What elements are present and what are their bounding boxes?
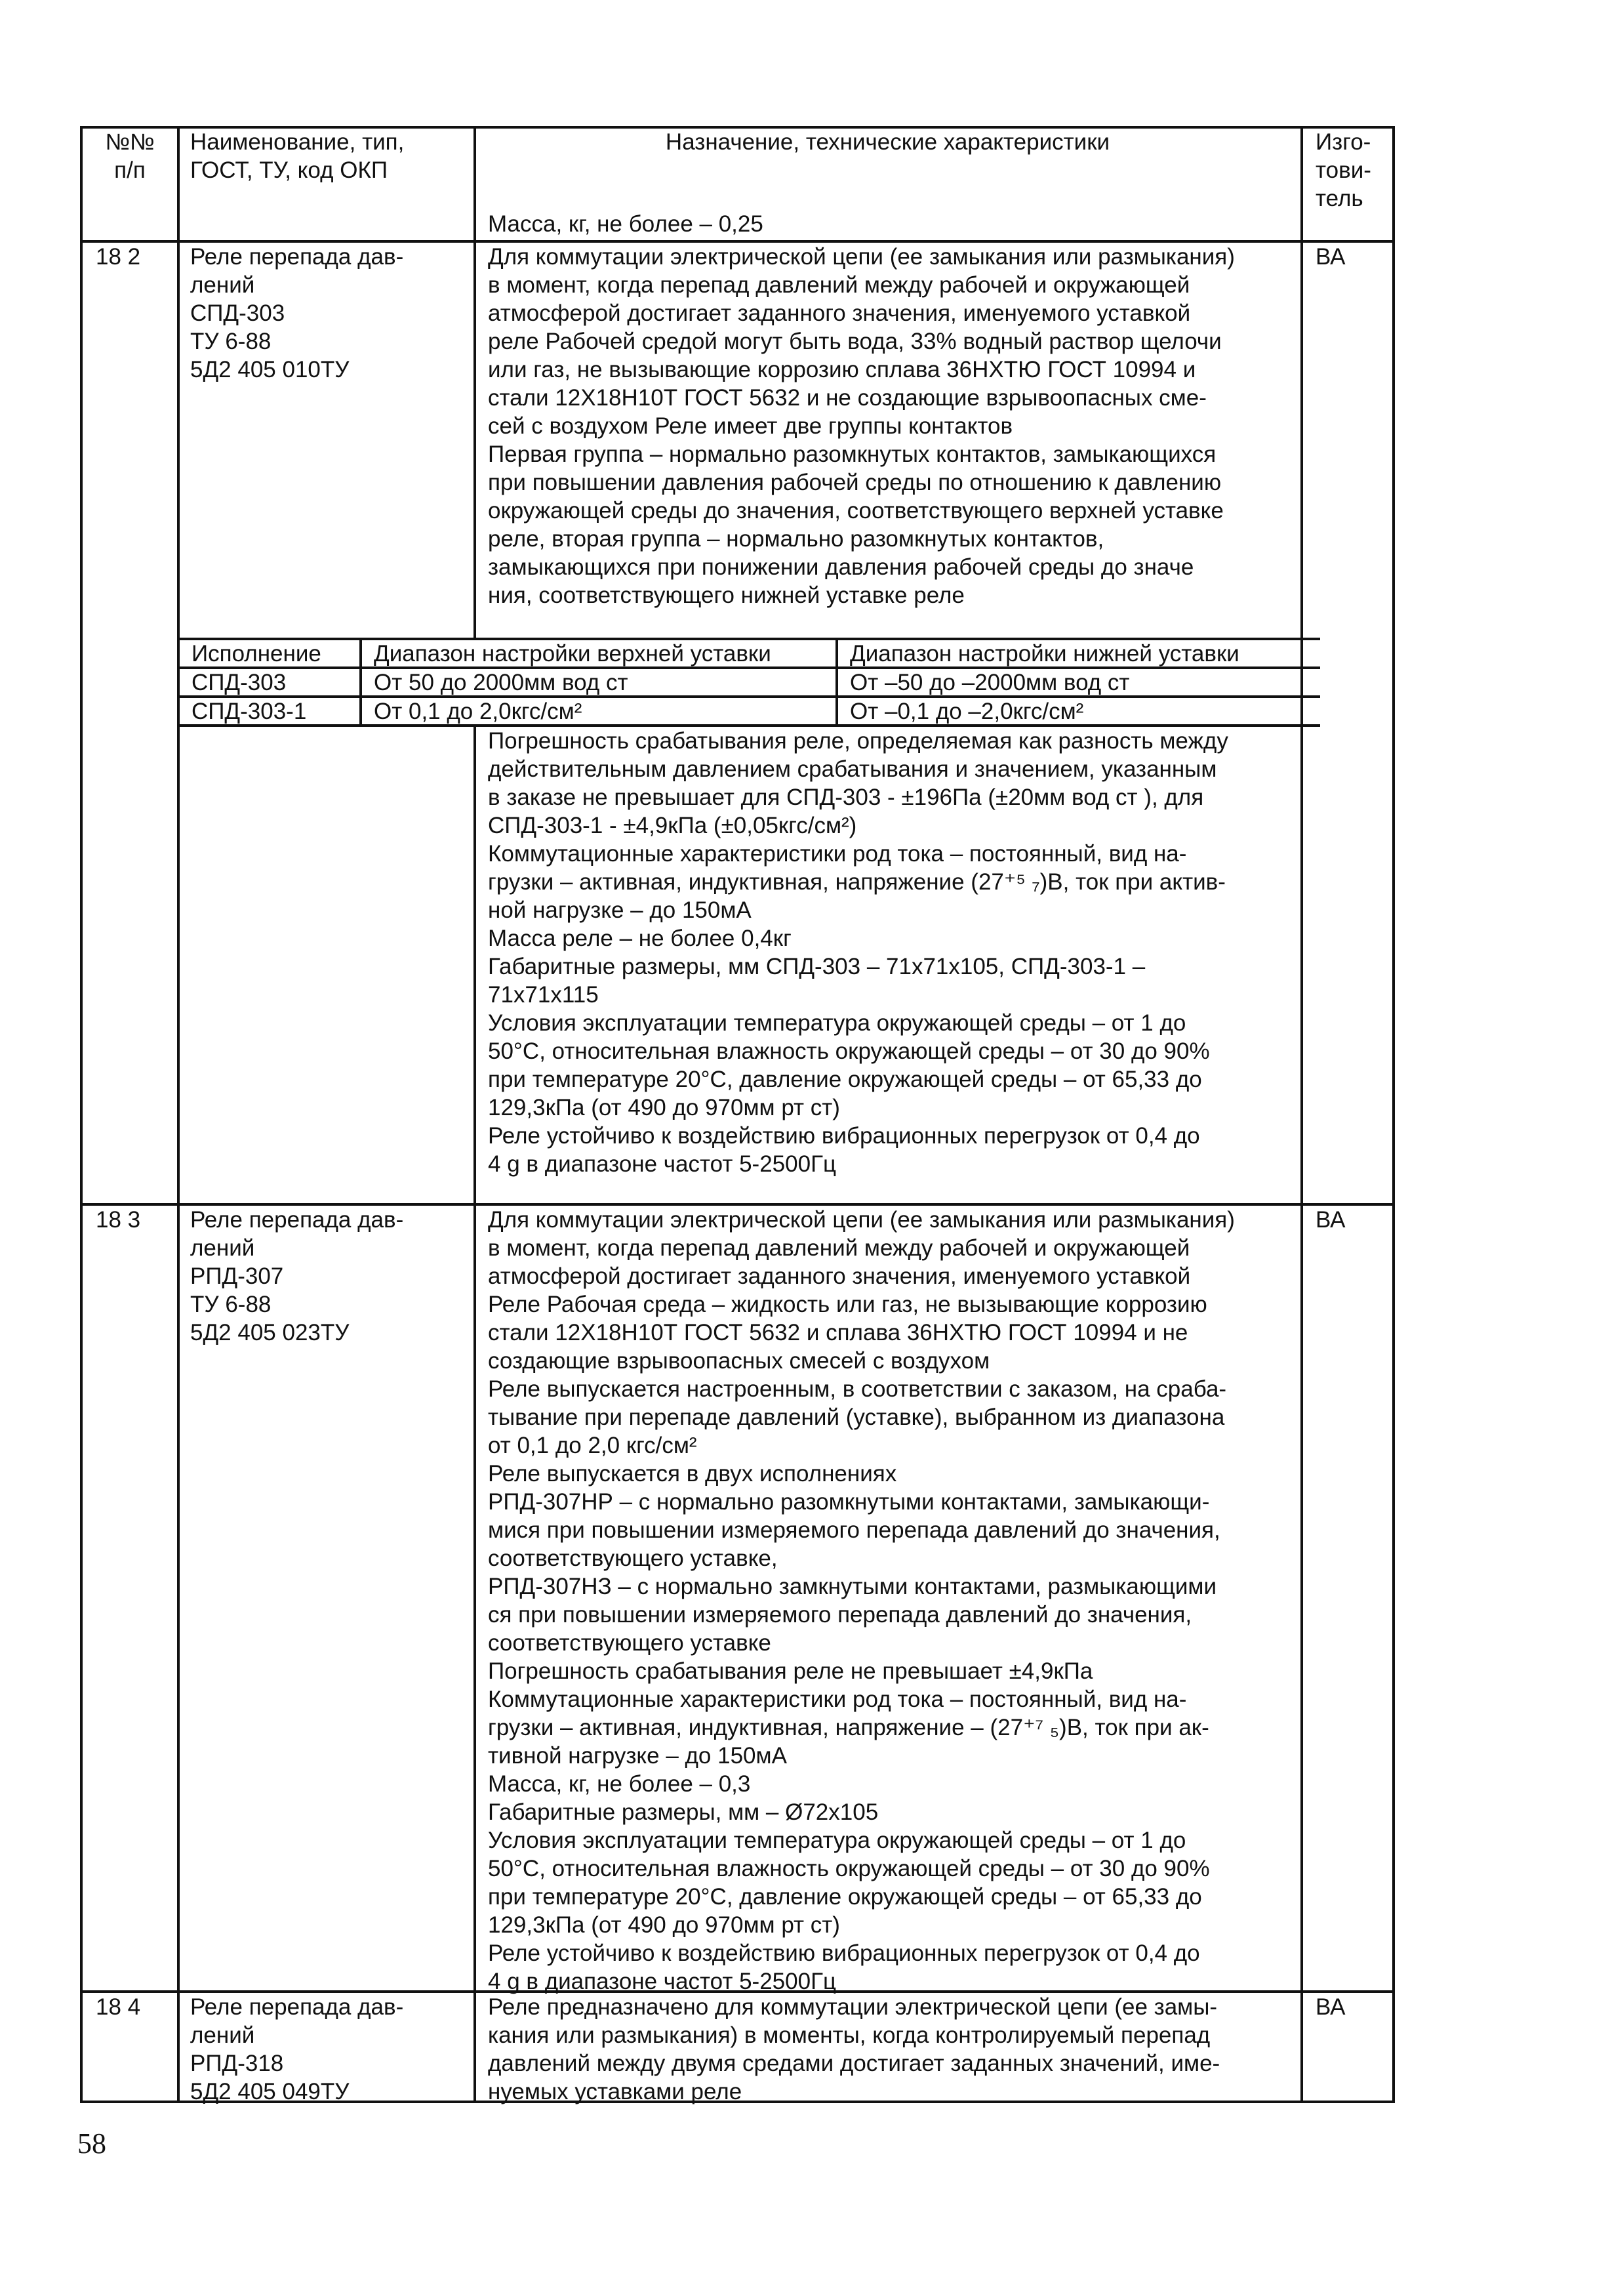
column-divider [177, 126, 180, 2103]
column-divider [473, 126, 476, 638]
subtable-header-cell: Диапазон настройки нижней уставки [850, 641, 1239, 666]
carryover-text: Масса, кг, не более – 0,25 [488, 211, 763, 237]
table-border-left [80, 126, 83, 2103]
row-description: Для коммутации электрической цепи (ее замыкания или размыкания) в момент, когда перепад давлений между рабочей и окружающей атмосферой достигает заданного значения, именуемого уставкой реле Рабочей средой могут быть вода, 33% водный раствор щелочи или газ, не вызывающие коррозию сплава 36НХТЮ ГОСТ 10994 и стали 12Х18Н10Т ГОСТ 5632 и не создающие взрывоопасных сме- сей с воздухом Реле имеет две группы контактов Первая группа – нормально разомкнутых контактов, замыкающихся при повышении давления рабочей среды по отношению к давлению окружающей среды до значения, соответствующего верхней уставке реле, вторая группа – нормально разомкнутых контактов, замыкающихся при понижении давления рабочей среды до значе ния, соответствующего нижней уставке реле [488, 244, 1235, 608]
row-description: Для коммутации электрической цепи (ее замыкания или размыкания) в момент, когда перепад давлений между рабочей и окружающей атмосферой достигает заданного значения, именуемого уставкой Реле Рабочая среда – жидкость или газ, не вызывающие коррозию стали 12Х18Н10Т ГОСТ 5632 и сплава 36НХТЮ ГОСТ 10994 и не создающие взрывоопасных смесей с воздухом Реле выпускается настроенным, в соответствии с заказом, на сраба- тывание при перепаде давлений (уставке), выбранном из диапазона от 0,1 до 2,0 кгс/см² Реле выпускается в двух исполнениях РПД-307НР – с нормально разомкнутыми контактами, замыкающи- мися при повышении измеряемого перепада давлений до значения, соответствующего уставке, РПД-307НЗ – с нормально замкнутыми контактами, размыкающими ся при повышении измеряемого перепада давлений до значения, соответствующего уставке Погрешность срабатывания реле не превышает ±4,9кПа Коммутационные характеристики род тока – постоянный, вид на- грузки – активная, индуктивная, напряжение – (27⁺⁷ ₅)В, ток при ак- тивной нагрузке – до 150мА Масса, кг, не более – 0,3 Габаритные размеры, мм – Ø72х105 Условия эксплуатации температура окружающей среды – от 1 до 50°С, относительная влажность окружающей среды – от 30 до 90% при температуре 20°С, давление окружающей среды – от 65,33 до 129,3кПа (от 490 до 970мм рт ст) Реле устойчиво к воздействию вибрационных перегрузок от 0,4 до 4 g в диапазоне частот 5-2500Гц [488, 1207, 1235, 1994]
row-num: 18 3 [96, 1207, 141, 1233]
row-num: 18 2 [96, 244, 141, 270]
page-number: 58 [77, 2127, 106, 2160]
subtable-cell: СПД-303-1 [191, 699, 307, 724]
table-border-right [1392, 126, 1395, 2103]
subtable-column-divider [835, 638, 838, 727]
row-description: Погрешность срабатывания реле, определяемая как разность между действительным давлением срабатывания и значением, указанным в заказе не превышает для СПД-303 - ±196Па (±20мм вод ст ), для СПД-303-1 - ±4,9кПа (±0,05кгс/см²) Коммутационные характеристики род тока – постоянный, вид на- грузки – активная, индуктивная, напряжение (27⁺⁵ ₇)В, ток при актив- ной нагрузке – до 150мА Масса реле – не более 0,4кг Габаритные размеры, мм СПД-303 – 71х71х105, СПД-303-1 – 71х71х115 Условия эксплуатации температура окружающей среды – от 1 до 50°С, относительная влажность окружающей среды – от 30 до 90% при температуре 20°С, давление окружающей среды – от 65,33 до 129,3кПа (от 490 до 970мм рт ст) Реле устойчиво к воздействию вибрационных перегрузок от 0,4 до 4 g в диапазоне частот 5-2500Гц [488, 728, 1228, 1177]
row-name: Реле перепада дав- лений РПД-307 ТУ 6-88 5Д2 405 023ТУ [190, 1207, 404, 1345]
subtable-cell: От 0,1 до 2,0кгс/см² [374, 699, 582, 724]
subtable-cell: СПД-303 [191, 670, 287, 695]
row-maker: ВА [1316, 1994, 1346, 2020]
row-name: Реле перепада дав- лений СПД-303 ТУ 6-88 5Д2 405 010ТУ [190, 244, 404, 382]
header-name: Наименование, тип, ГОСТ, ТУ, код ОКП [190, 129, 405, 183]
subtable-header-cell: Исполнение [191, 641, 321, 666]
column-divider [473, 724, 476, 2103]
row-name: Реле перепада дав- лений РПД-318 5Д2 405 049ТУ [190, 1994, 404, 2104]
row-description: Реле предназначено для коммутации электрической цепи (ее замы- кания или размыкания) в моменты, когда контролируемый перепад давлений между двумя средами достигает заданных значений, име- нуемых уставками реле [488, 1994, 1220, 2104]
row-maker: ВА [1316, 244, 1346, 270]
subtable-cell: От –50 до –2000мм вод ст [850, 670, 1130, 695]
column-divider [1300, 126, 1303, 2103]
subtable-header-cell: Диапазон настройки верхней уставки [374, 641, 771, 666]
header-purpose: Назначение, технические характеристики [665, 129, 1110, 155]
header-maker: Изго- тови- тель [1316, 129, 1371, 211]
header-num: №№ п/п [105, 129, 155, 183]
subtable-column-divider [359, 638, 362, 727]
row-num: 18 4 [96, 1994, 141, 2020]
subtable-cell: От –0,1 до –2,0кгс/см² [850, 699, 1084, 724]
row-maker: ВА [1316, 1207, 1346, 1233]
subtable-cell: От 50 до 2000мм вод ст [374, 670, 628, 695]
